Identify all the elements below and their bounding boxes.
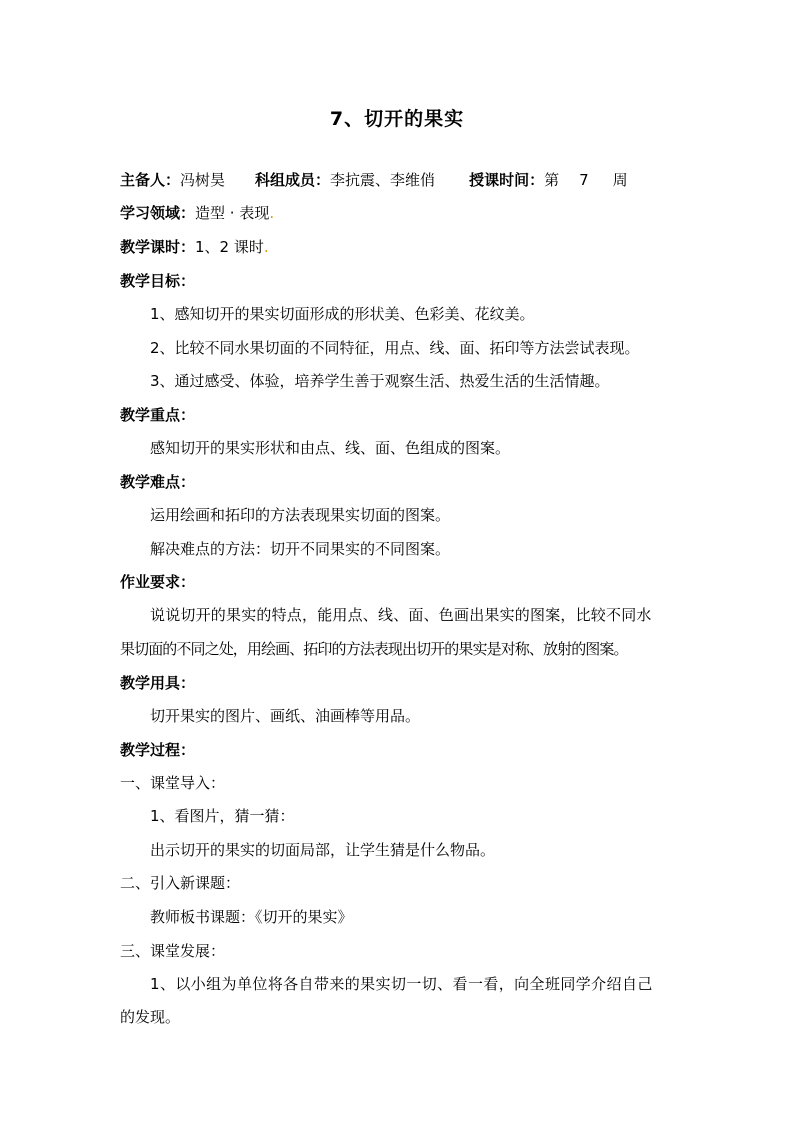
- preparer-label: 主备人：: [120, 171, 181, 189]
- key-heading: 教学重点：: [120, 406, 196, 424]
- goals-heading: 教学目标：: [120, 272, 196, 290]
- homework-text-1: 说说切开的果实的特点，能用点、线、面、色画出果实的图案，比较不同水: [150, 606, 652, 624]
- tools-text: 切开果实的图片、画纸、油画棒等用品。: [150, 707, 421, 725]
- preparer-name: 冯树昊: [180, 171, 226, 189]
- goal-item: 1、感知切开的果实切面形成的形状美、色彩美、花纹美。: [150, 305, 535, 323]
- key-text: 感知切开的果实形状和由点、线、面、色组成的图案。: [150, 439, 511, 457]
- section-1-text: 出示切开的果实的切面局部，让学生猜是什么物品。: [150, 841, 496, 859]
- homework-heading: 作业要求：: [120, 573, 196, 591]
- section-2-heading: 二、引入新课题：: [120, 874, 241, 892]
- page-title: 7、切开的果实: [329, 108, 465, 130]
- hours-line: 教学课时：1、2 课时.: [120, 238, 269, 256]
- domain-label: 学习领域：: [120, 204, 196, 222]
- section-1-heading: 一、课堂导入：: [120, 774, 226, 792]
- goal-item: 2、比较不同水果切面的不同特征，用点、线、面、拓印等方法尝试表现。: [150, 339, 640, 357]
- goal-item: 3、通过感受、体验，培养学生善于观察生活、热爱生活的生活情趣。: [150, 372, 610, 390]
- difficulty-heading: 教学难点：: [120, 473, 196, 491]
- hours-value: 1、2 课时: [195, 238, 264, 256]
- domain-line: 学习领域：造型 · 表现.: [120, 204, 275, 222]
- week-number: 7: [579, 171, 589, 189]
- section-2-text: 教师板书课题：《切开的果实》: [150, 908, 353, 926]
- week-suffix: 周: [612, 171, 628, 189]
- header-line: [120, 169, 628, 191]
- time-prefix: 第: [544, 171, 560, 189]
- members-names: 李抗震、李维俏: [330, 171, 436, 189]
- section-3-heading: 三、课堂发展：: [120, 942, 226, 960]
- homework-text-2: 果切面的不同之处，用绘画、拓印的方法表现出切开的果实是对称、放射的图案。: [120, 640, 628, 658]
- domain-value: 造型 · 表现: [195, 204, 270, 222]
- difficulty-method: 解决难点的方法：切开不同果实的不同图案。: [150, 540, 451, 558]
- section-3-text-2: 的发现。: [120, 1008, 181, 1026]
- tools-heading: 教学用具：: [120, 674, 196, 692]
- section-1-item: 1、看图片，猜一猜：: [150, 807, 295, 825]
- members-label: 科组成员：: [255, 171, 331, 189]
- process-heading: 教学过程：: [120, 741, 196, 759]
- hours-label: 教学课时：: [120, 238, 196, 256]
- section-3-text-1: 1、以小组为单位将各自带来的果实切一切、看一看，向全班同学介绍自己: [150, 975, 653, 993]
- difficulty-text: 运用绘画和拓印的方法表现果实切面的图案。: [150, 506, 451, 524]
- time-label: 授课时间：: [469, 171, 545, 189]
